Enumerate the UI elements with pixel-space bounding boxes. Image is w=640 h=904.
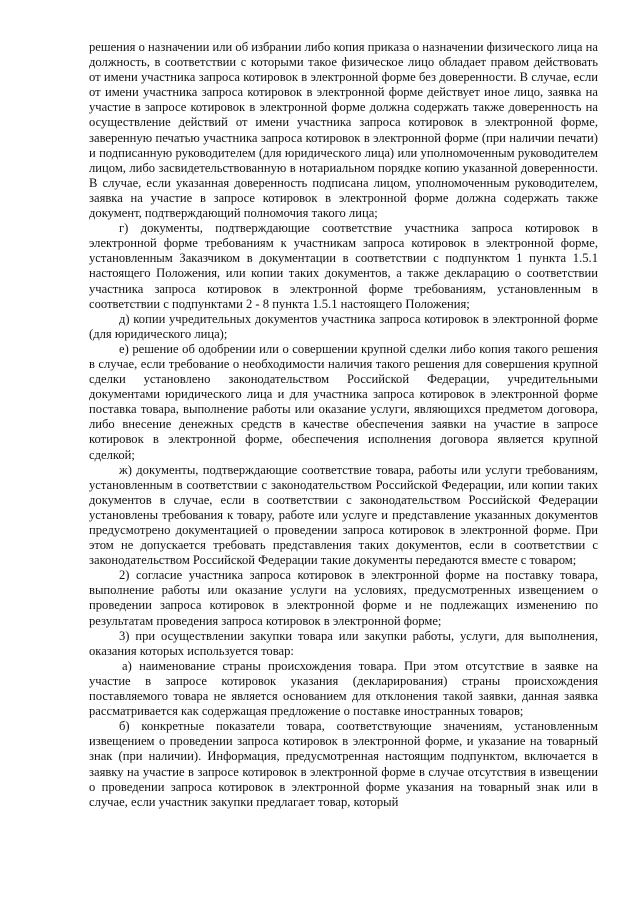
paragraph-item-d: д) копии учредительных документов участника запроса котировок в электронной форме (для юридического лица);	[89, 311, 598, 341]
paragraph-item-e: е) решение об одобрении или о совершении крупной сделки либо копия такого решения в случае, если требование о необходимости наличия такого решения для совершения крупной сделки установлено законодательством Российской Федерации, учредительными документами юридического лица и для участника запроса котировок в электронной форме поставка товара, выполнение работы или оказание услуги, являющихся предметом договора, либо внесение денежных средств в качестве обеспечения заявки на участие в запросе котировок в электронной форме, обеспечения исполнения договора является крупной сделкой;	[89, 341, 598, 462]
paragraph-item-b: б) конкретные показатели товара, соответствующие значениям, установленным извещением о проведении запроса котировок в электронной форме, и указание на товарный знак (при наличии). Информация, предусмотренная настоящим подпунктом, включается в заявку на участие в запросе котировок в электронной форме в случае отсутствия в извещении о проведении запроса котировок в электронной форме указания на товарный знак или в случае, если участник закупки предлагает товар, который	[89, 719, 598, 809]
paragraph-item-a: а) наименование страны происхождения товара. При этом отсутствие в заявке на участие в запросе котировок указания (декларирования) страны происхождения поставляемого товара не является основанием для отклонения такой заявки, данная заявка рассматривается как содержащая предложение о поставке иностранных товаров;	[89, 658, 598, 719]
paragraph-item-zh: ж) документы, подтверждающие соответствие товара, работы или услуги требованиям, установленным в соответствии с законодательством Российской Федерации, или копии таких документов в случае, если в соответствии с законодательством Российской Федерации установлены требования к товару, работе или услуге и представление указанных документов предусмотрено документацией о проведении запроса котировок в электронной форме. При этом не допускается требовать представления таких документов, если в соответствии с законодательством Российской Федерации такие документы передаются вместе с товаром;	[89, 462, 598, 568]
paragraph-item-2: 2) согласие участника запроса котировок в электронной форме на поставку товара, выполнение работы или оказание услуги на условиях, предусмотренных извещением о проведении запроса котировок в электронной форме и не подлежащих изменению по результатам проведения запроса котировок в электронной форме;	[89, 568, 598, 628]
paragraph-continuation: решения о назначении или об избрании либо копия приказа о назначении физического лица на должность, в соответствии с которыми такое физическое лицо обладает правом действовать от имени участника запроса котировок в электронной форме без доверенности. В случае, если от имени участника запроса котировок в электронной форме действует иное лицо, заявка на участие в запросе котировок в электронной форме должна содержать также доверенность на осуществление действий от имени участника запроса котировок в электронной форме, заверенную печатью участника запроса котировок в электронной форме (при наличии печати) и подписанную руководителем (для юридического лица) или уполномоченным руководителем лицом, либо засвидетельствованную в нотариальном порядке копию указанной доверенности. В случае, если указанная доверенность подписана лицом, уполномоченным руководителем, заявка на участие в запросе котировок в электронной форме должна содержать также документ, подтверждающий полномочия такого лица;	[89, 40, 598, 221]
paragraph-item-3: 3) при осуществлении закупки товара или закупки работы, услуги, для выполнения, оказания которых используется товар:	[89, 628, 598, 658]
document-page	[89, 40, 598, 810]
paragraph-item-g: г) документы, подтверждающие соответствие участника запроса котировок в электронной форме требованиям к участникам запроса котировок в электронной форме, установленным Заказчиком в документации в соответствии с подпунктом 1 пункта 1.5.1 настоящего Положения, или копии таких документов, а также декларацию о соответствии участника запроса котировок в электронной форме требованиям, установленным в соответствии с подпунктами 2 - 8 пункта 1.5.1 настоящего Положения;	[89, 221, 598, 311]
